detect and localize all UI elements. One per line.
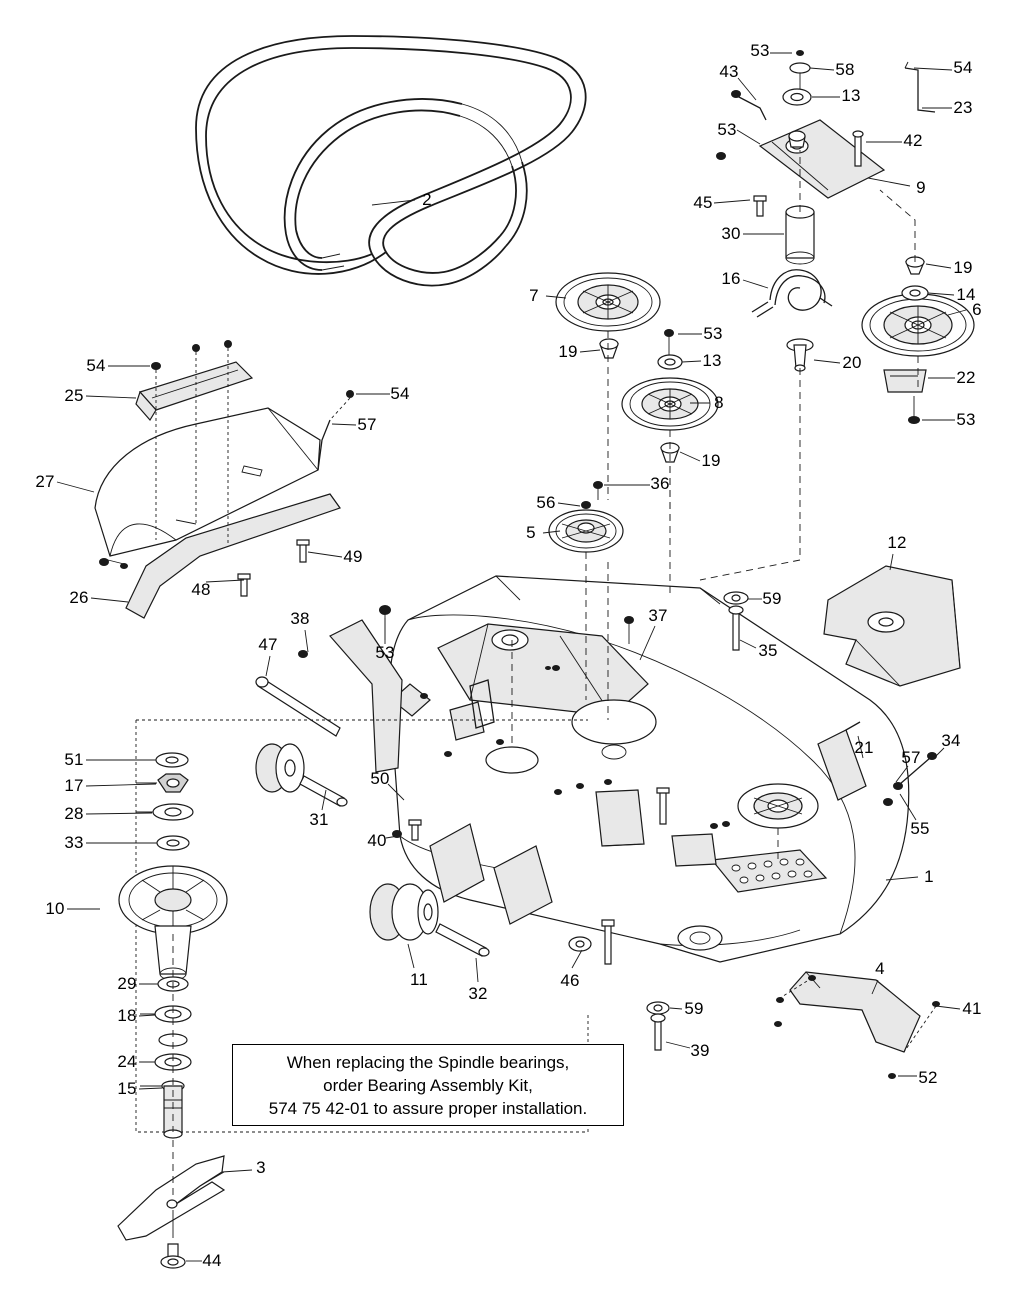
- callout-number: 53: [750, 41, 770, 60]
- callout-number: 57: [357, 415, 377, 434]
- callout-number: 45: [693, 193, 713, 212]
- callout-number: 42: [903, 131, 923, 150]
- callout-number: 32: [468, 984, 488, 1003]
- callout-number: 11: [409, 970, 429, 989]
- callout-number: 37: [648, 606, 668, 625]
- callout-number: 7: [529, 286, 539, 305]
- note-line-2: order Bearing Assembly Kit,: [323, 1075, 533, 1095]
- callout-number: 19: [701, 451, 721, 470]
- callout-number: 40: [367, 831, 387, 850]
- part-cover-12: [824, 566, 960, 686]
- callout-number: 19: [558, 342, 578, 361]
- callout-number: 31: [309, 810, 329, 829]
- callout-number: 52: [918, 1068, 938, 1087]
- part-spring-16: [752, 206, 832, 371]
- callout-number: 26: [69, 588, 89, 607]
- callout-number: 53: [375, 643, 395, 662]
- callout-number: 53: [717, 120, 737, 139]
- note-line-3: 574 75 42-01 to assure proper installation.: [268, 1098, 588, 1118]
- callout-number: 41: [962, 999, 982, 1018]
- callout-number: 3: [256, 1158, 266, 1177]
- callout-number: 36: [650, 474, 670, 493]
- callout-number: 50: [370, 769, 390, 788]
- callout-number: 4: [875, 959, 885, 978]
- callout-number: 38: [290, 609, 310, 628]
- callout-number: 58: [835, 60, 855, 79]
- callout-number: 53: [956, 410, 976, 429]
- part-idler-bracket-9: [716, 50, 935, 216]
- callout-number: 30: [721, 224, 741, 243]
- note-line-1: When replacing the Spindle bearings,: [286, 1052, 570, 1072]
- callout-number: 13: [702, 351, 722, 370]
- callout-number: 59: [762, 589, 782, 608]
- callout-number: 18: [117, 1006, 137, 1025]
- bearing-kit-note: [232, 1044, 624, 1126]
- callout-number: 17: [64, 776, 84, 795]
- callout-number: 54: [390, 384, 410, 403]
- callout-number: 54: [86, 356, 106, 375]
- callout-number: 48: [191, 580, 211, 599]
- callout-number: 33: [64, 833, 84, 852]
- callout-number: 46: [560, 971, 580, 990]
- callout-number: 54: [953, 58, 973, 77]
- callout-number: 14: [956, 285, 976, 304]
- callout-number: 13: [841, 86, 861, 105]
- callout-number: 35: [758, 641, 778, 660]
- callout-number: 21: [854, 738, 874, 757]
- callout-number: 1: [924, 867, 934, 886]
- callout-number: 49: [343, 547, 363, 566]
- callout-number: 19: [953, 258, 973, 277]
- callout-number: 34: [941, 731, 961, 750]
- part-pulley-6: [862, 257, 974, 424]
- callout-number: 5: [526, 523, 536, 542]
- callout-number: 22: [956, 368, 976, 387]
- callout-number: 10: [45, 899, 65, 918]
- callout-number: 44: [202, 1251, 222, 1270]
- part-chute-deflector-27: [95, 340, 354, 618]
- callout-number: 9: [916, 178, 926, 197]
- callout-number: 28: [64, 804, 84, 823]
- callout-number: 20: [842, 353, 862, 372]
- callout-number: 23: [953, 98, 973, 117]
- callout-number: 47: [258, 635, 278, 654]
- callout-number: 39: [690, 1041, 710, 1060]
- part-baffle-4: [774, 972, 940, 1079]
- callout-number: 8: [714, 393, 724, 412]
- callout-number: 29: [117, 974, 137, 993]
- callout-number: 6: [972, 300, 982, 319]
- callout-number: 16: [721, 269, 741, 288]
- callout-number: 53: [703, 324, 723, 343]
- callout-number: 25: [64, 386, 84, 405]
- callout-number: 57: [901, 748, 921, 767]
- callout-number: 24: [117, 1052, 137, 1071]
- callout-number: 51: [64, 750, 84, 769]
- part-idler-5: [549, 481, 623, 552]
- callout-number: 2: [422, 190, 432, 209]
- callout-number: 27: [35, 472, 55, 491]
- part-bolt-46: [605, 922, 611, 964]
- callout-number: 59: [684, 999, 704, 1018]
- callout-number: 15: [117, 1079, 137, 1098]
- callout-number: 43: [719, 62, 739, 81]
- part-bolt-37: [660, 790, 666, 824]
- callout-number: 12: [887, 533, 907, 552]
- callout-number: 55: [910, 819, 930, 838]
- callout-number: 56: [536, 493, 556, 512]
- part-belt: [196, 36, 586, 286]
